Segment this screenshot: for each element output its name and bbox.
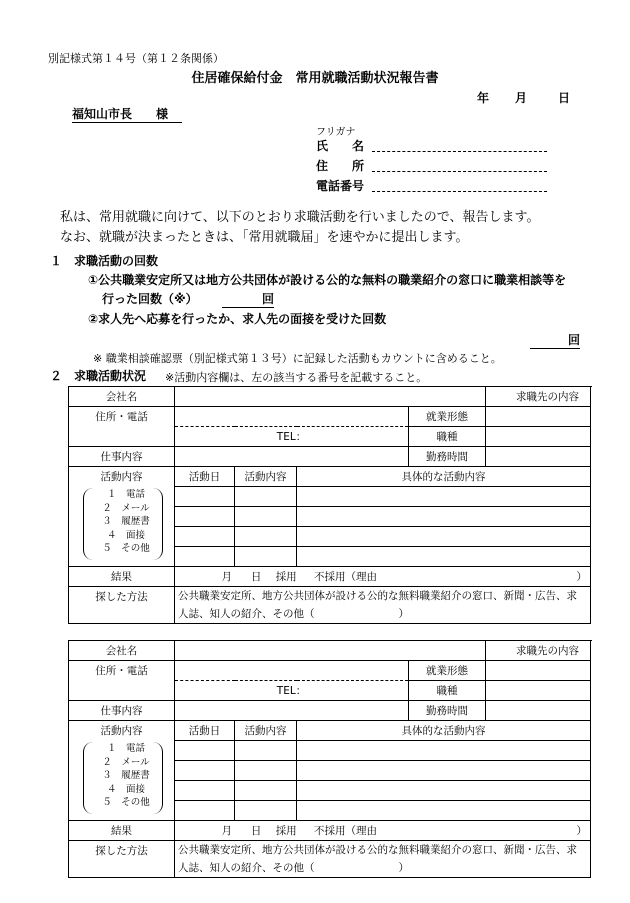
activity-content-field[interactable]	[235, 487, 297, 507]
activity-content-field[interactable]	[235, 547, 297, 567]
activity-content-field[interactable]	[235, 761, 297, 781]
result-label: 結果	[69, 821, 175, 841]
result-field[interactable]	[175, 821, 591, 841]
occupation-label: 職種	[409, 427, 486, 447]
section1-item2-count-field[interactable]	[530, 331, 580, 349]
result-label: 結果	[69, 567, 175, 587]
activity-content-field[interactable]	[235, 527, 297, 547]
specific-activity-field[interactable]	[297, 781, 591, 801]
work-hours-label: 勤務時間	[409, 447, 486, 467]
company-label: 会社名	[69, 387, 175, 407]
addressee: 福知山市長 様	[72, 105, 182, 123]
address-phone-label: 住所・電話	[69, 661, 175, 701]
job-content-label: 仕事内容	[69, 447, 175, 467]
result-field[interactable]	[175, 567, 591, 587]
name-label: 氏 名	[316, 139, 365, 153]
method-text: 公共職業安定所、地方公共団体が設ける公的な無料職業紹介の窓口、新聞・広告、求人誌、知人の紹介、その他（ ）	[175, 841, 591, 878]
close-paren: ）	[576, 571, 587, 583]
occupation-field[interactable]	[486, 681, 591, 701]
unit-label: 回	[567, 333, 580, 347]
work-hours-field[interactable]	[486, 447, 591, 467]
result-not-hired[interactable]: 不採用（理由	[314, 825, 378, 837]
result-month: 月	[221, 825, 232, 837]
activity-option: ２ メール	[102, 756, 150, 768]
section1-item1-count-label: 行った回数（※）	[102, 292, 198, 306]
method-text: 公共職業安定所、地方公共団体が設ける公的な無料職業紹介の窓口、新聞・広告、求人誌、知人の紹介、その他（ ）	[175, 587, 591, 624]
activity-content-field[interactable]	[235, 781, 297, 801]
statement-line-2: なお、就職が決まったときは、「常用就職届」を速やかに提出します。	[60, 230, 469, 245]
activity-table-1	[68, 386, 591, 624]
method-label: 探した方法	[69, 841, 175, 878]
activity-content-header: 活動内容	[235, 721, 297, 741]
tel-field[interactable]	[175, 427, 409, 447]
activity-content-cell	[69, 467, 175, 567]
activity-date-header: 活動日	[175, 721, 235, 741]
work-hours-label: 勤務時間	[409, 701, 486, 721]
activity-content-cell	[69, 721, 175, 821]
company-field[interactable]	[175, 387, 486, 407]
activity-option: １ 電話	[106, 743, 145, 754]
result-day: 日	[250, 825, 262, 837]
tel-label: TEL：	[276, 431, 307, 443]
specific-activity-field[interactable]	[297, 487, 591, 507]
specific-activity-header: 具体的な活動内容	[297, 721, 591, 741]
address-field[interactable]	[175, 407, 409, 427]
work-hours-field[interactable]	[486, 701, 591, 721]
specific-activity-field[interactable]	[297, 741, 591, 761]
result-month: 月	[221, 571, 232, 583]
employment-type-label: 就業形態	[409, 407, 486, 427]
page-title: 住居確保給付金 常用就職活動状況報告書	[191, 71, 439, 86]
activity-date-field[interactable]	[175, 781, 235, 801]
furigana-label: フリガナ	[316, 127, 356, 138]
occupation-field[interactable]	[486, 427, 591, 447]
activity-date-field[interactable]	[175, 527, 235, 547]
tel-field[interactable]	[175, 681, 409, 701]
job-content-field[interactable]	[175, 447, 409, 467]
activity-options	[83, 742, 163, 814]
result-day: 日	[250, 571, 262, 583]
job-content-label: 仕事内容	[69, 701, 175, 721]
activity-content-field[interactable]	[235, 741, 297, 761]
activity-option: ４ 面接	[106, 529, 145, 541]
activity-content-label: 活動内容	[100, 725, 143, 737]
activity-date-field[interactable]	[175, 761, 235, 781]
section1-item1-count-field[interactable]	[222, 290, 274, 308]
activity-date-field[interactable]	[175, 801, 235, 821]
name-field[interactable]	[372, 151, 547, 152]
activity-options	[83, 488, 163, 560]
activity-option: １ 電話	[106, 489, 145, 500]
activity-content-field[interactable]	[235, 507, 297, 527]
statement-line-1: 私は、常用就職に向けて、以下のとおり求職活動を行いましたので、報告します。	[60, 210, 540, 225]
address-field[interactable]	[175, 661, 409, 681]
date-year: 年	[477, 91, 490, 105]
phone-label: 電話番号	[316, 179, 365, 193]
company-label: 会社名	[69, 641, 175, 661]
specific-activity-field[interactable]	[297, 527, 591, 547]
activity-option: ３ 履歴書	[102, 516, 150, 527]
employment-type-field[interactable]	[486, 661, 591, 681]
section2-heading: ２ 求職活動状況	[50, 369, 147, 383]
activity-date-field[interactable]	[175, 507, 235, 527]
employment-type-field[interactable]	[486, 407, 591, 427]
activity-content-header: 活動内容	[235, 467, 297, 487]
job-content-field[interactable]	[175, 701, 409, 721]
employment-type-label: 就業形態	[409, 661, 486, 681]
result-hired[interactable]: 採用	[275, 571, 297, 583]
unit-label: 回	[261, 292, 274, 306]
activity-date-field[interactable]	[175, 487, 235, 507]
activity-date-field[interactable]	[175, 741, 235, 761]
activity-content-label: 活動内容	[100, 471, 143, 483]
close-paren: ）	[576, 825, 587, 837]
activity-option: ５ その他	[102, 797, 150, 808]
activity-date-field[interactable]	[175, 547, 235, 567]
job-details-label: 求職先の内容	[486, 387, 591, 407]
specific-activity-field[interactable]	[297, 801, 591, 821]
activity-option: ３ 履歴書	[102, 770, 150, 781]
section1-item2: ②求人先へ応募を行ったか、求人先の面接を受けた回数	[88, 312, 387, 326]
specific-activity-field[interactable]	[297, 507, 591, 527]
specific-activity-field[interactable]	[297, 761, 591, 781]
activity-option: ５ その他	[102, 543, 150, 554]
specific-activity-header: 具体的な活動内容	[297, 467, 591, 487]
date-month: 月	[515, 91, 528, 105]
activity-content-field[interactable]	[235, 801, 297, 821]
section1-note: ※ 職業相談確認票（別記様式第１３号）に記録した活動もカウントに含めること。	[93, 352, 502, 365]
job-details-label: 求職先の内容	[486, 641, 591, 661]
section2-instruction: ※活動内容欄は、左の該当する番号を記載すること。	[165, 371, 428, 384]
specific-activity-field[interactable]	[297, 547, 591, 567]
date-day: 日	[558, 91, 571, 105]
section1-item1: ①公共職業安定所又は地方公共団体が設ける公的な無料の職業紹介の窓口に職業相談等を	[88, 273, 567, 287]
result-not-hired[interactable]: 不採用（理由	[314, 571, 378, 583]
company-field[interactable]	[175, 641, 486, 661]
activity-option: ４ 面接	[106, 783, 145, 795]
section1-heading: １ 求職活動の回数	[50, 254, 159, 268]
result-hired[interactable]: 採用	[275, 825, 297, 837]
tel-label: TEL：	[276, 685, 307, 697]
method-label: 探した方法	[69, 587, 175, 624]
address-label: 住 所	[316, 159, 365, 173]
form-reference: 別記様式第１４号（第１２条関係）	[48, 52, 224, 65]
activity-date-header: 活動日	[175, 467, 235, 487]
activity-table-2	[68, 640, 591, 878]
address-field[interactable]	[372, 171, 547, 172]
address-phone-label: 住所・電話	[69, 407, 175, 447]
phone-field[interactable]	[372, 191, 547, 192]
occupation-label: 職種	[409, 681, 486, 701]
activity-option: ２ メール	[102, 502, 150, 514]
